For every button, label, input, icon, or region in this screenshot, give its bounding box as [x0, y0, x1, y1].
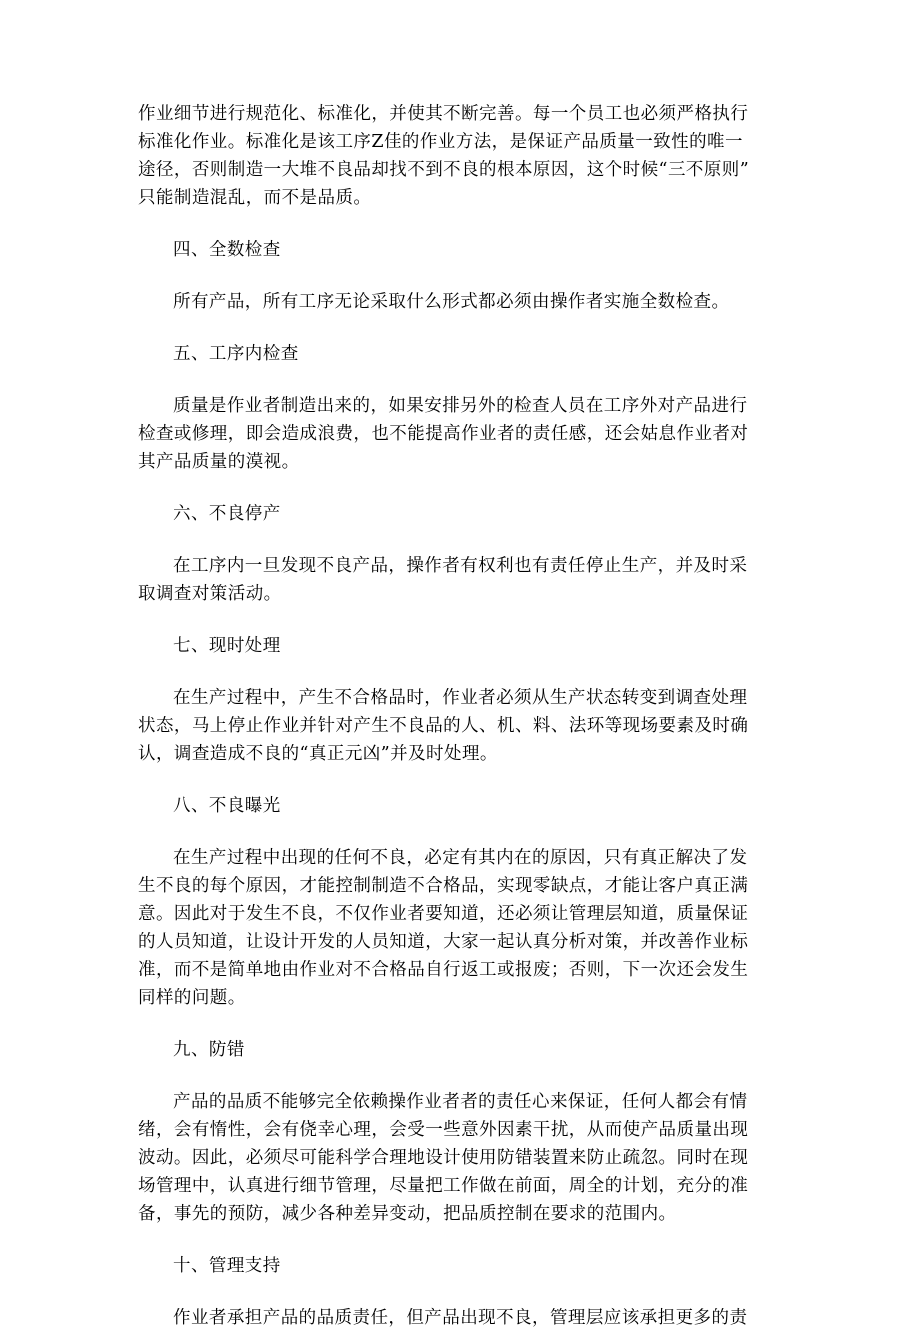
- text-line: 生不良的每个原因，才能控制制造不合格品，实现零缺点，才能让客户真正满: [138, 876, 749, 896]
- section-heading: 十、管理支持: [173, 1256, 281, 1276]
- text-line: 在工序内一旦发现不良产品，操作者有权利也有责任停止生产，并及时采: [173, 556, 748, 576]
- text-line: 途径，否则制造一大堆不良品却找不到不良的根本原因，这个时候“三不原则”: [138, 160, 750, 180]
- text-line: 取调查对策活动。: [138, 584, 282, 604]
- text-line: 准，而不是简单地由作业对不合格品自行返工或报废；否则，下一次还会发生: [138, 960, 749, 980]
- document-page: [138, 100, 788, 1332]
- paragraph-standardization: [138, 100, 788, 212]
- text-line: 绪，会有惰性，会有侥幸心理，会受一些意外因素干扰，从而使产品质量出现: [138, 1120, 749, 1140]
- heading-full-inspection: [138, 236, 788, 264]
- section-heading: 六、不良停产: [173, 504, 281, 524]
- heading-defect-exposure: [138, 792, 788, 820]
- section-heading: 八、不良曝光: [173, 796, 281, 816]
- text-line: 标准化作业。标准化是该工序Z佳的作业方法，是保证产品质量一致性的唯一: [138, 132, 743, 152]
- section-heading: 五、工序内检查: [173, 344, 299, 364]
- paragraph-immediate-handling: [138, 684, 788, 768]
- heading-management-support: [138, 1252, 788, 1280]
- text-line: 备，事先的预防，减少各种差异变动，把品质控制在要求的范围内。: [138, 1204, 677, 1224]
- text-line: 在生产过程中，产生不合格品时，作业者必须从生产状态转变到调查处理: [173, 688, 748, 708]
- text-line: 其产品质量的漠视。: [138, 452, 300, 472]
- heading-error-proofing: [138, 1036, 788, 1064]
- section-heading: 四、全数检查: [173, 240, 281, 260]
- text-line: 质量是作业者制造出来的，如果安排另外的检查人员在工序外对产品进行: [173, 396, 748, 416]
- heading-in-process-inspection: [138, 340, 788, 368]
- paragraph-defect-exposure: [138, 844, 788, 1012]
- paragraph-error-proofing: [138, 1088, 788, 1228]
- text-line: 产品的品质不能够完全依赖操作业者者的责任心来保证，任何人都会有情: [173, 1092, 748, 1112]
- text-line: 同样的问题。: [138, 988, 246, 1008]
- paragraph-management-support: [138, 1304, 788, 1332]
- text-line: 作业者承担产品的品质责任，但产品出现不良，管理层应该承担更多的责: [173, 1308, 748, 1328]
- text-line: 检查或修理，即会造成浪费，也不能提高作业者的责任感，还会姑息作业者对: [138, 424, 749, 444]
- text-line: 只能制造混乱，而不是品质。: [138, 188, 372, 208]
- text-line: 的人员知道，让设计开发的人员知道，大家一起认真分析对策，并改善作业标: [138, 932, 749, 952]
- text-line: 所有产品，所有工序无论采取什么形式都必须由操作者实施全数检查。: [173, 292, 730, 312]
- text-line: 场管理中，认真进行细节管理，尽量把工作做在前面，周全的计划，充分的准: [138, 1176, 749, 1196]
- paragraph-full-inspection: [138, 288, 788, 316]
- text-line: 认，调查造成不良的“真正元凶”并及时处理。: [138, 744, 498, 764]
- heading-defect-stop: [138, 500, 788, 528]
- section-heading: 九、防错: [173, 1040, 245, 1060]
- heading-immediate-handling: [138, 632, 788, 660]
- paragraph-in-process-inspection: [138, 392, 788, 476]
- text-line: 意。因此对于发生不良，不仅作业者要知道，还必须让管理层知道，质量保证: [138, 904, 749, 924]
- text-line: 波动。因此，必须尽可能科学合理地设计使用防错装置来防止疏忽。同时在现: [138, 1148, 749, 1168]
- text-line: 在生产过程中出现的任何不良，必定有其内在的原因，只有真正解决了发: [173, 848, 748, 868]
- text-line: 状态，马上停止作业并针对产生不良品的人、机、料、法环等现场要素及时确: [138, 716, 749, 736]
- section-heading: 七、现时处理: [173, 636, 281, 656]
- paragraph-defect-stop: [138, 552, 788, 608]
- text-line: 作业细节进行规范化、标准化，并使其不断完善。每一个员工也必须严格执行: [138, 104, 749, 124]
